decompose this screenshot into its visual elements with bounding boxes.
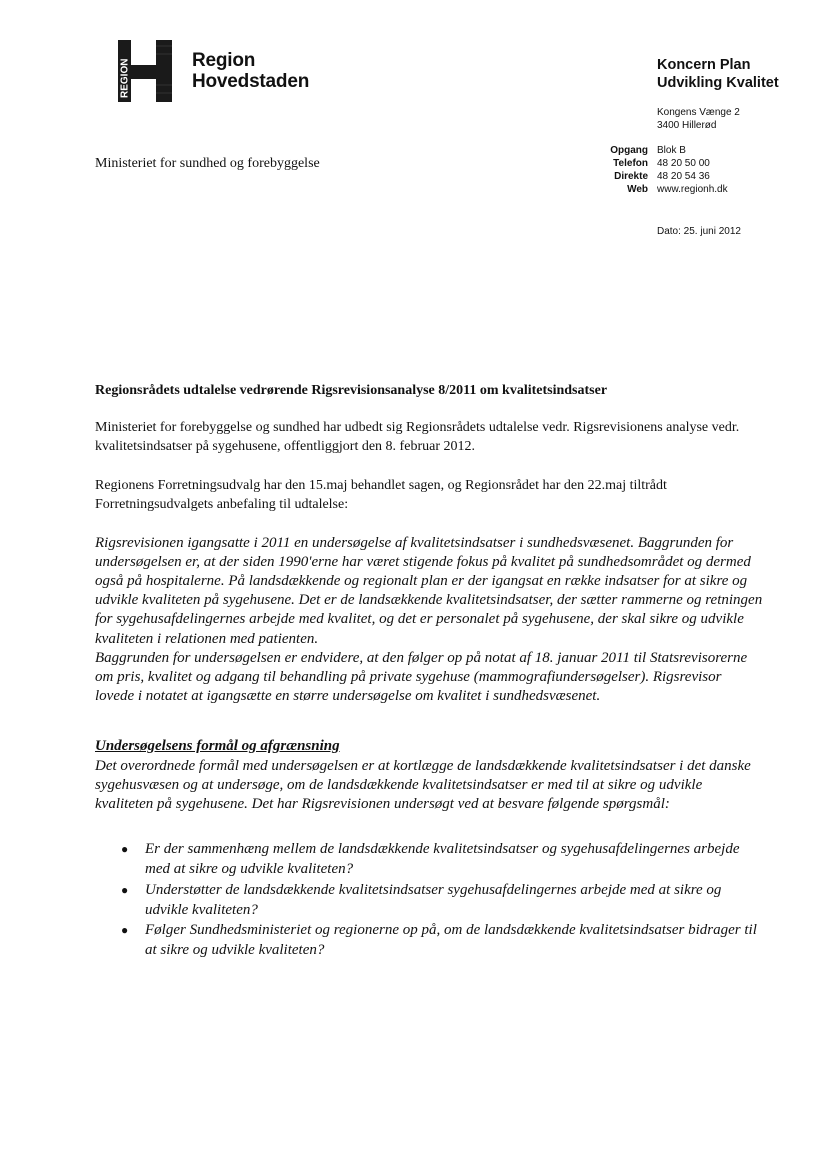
- contact-row-direkte: [548, 170, 728, 183]
- recipient: Ministeriet for sundhed og forebyggelse: [95, 156, 320, 171]
- contact-value: 48 20 50 00: [657, 158, 710, 169]
- contact-label: Opgang: [610, 145, 648, 156]
- section-text: Det overordnede formål med undersøgelsen er at kortlægge de landsdækkende kvalitetsindsatser i det danske sygehusvæsen og at undersøge, om de landsdækkende kvalitetsindsatser er med til at sikre og udvikle kvaliteten på sygehusene. Det har Rigsrevisionen undersøgt ved at besvare følgende spørgsmål:: [95, 757, 751, 812]
- sender-line-2: Udvikling Kvalitet: [657, 75, 779, 91]
- logo-line-2: Hovedstaden: [192, 71, 310, 92]
- list-item-text: Er der sammenhæng mellem de landsdækkende kvalitetsindsatser og sygehusafdelingernes arbejde med at sikre og udvikle kvaliteten?: [145, 841, 740, 877]
- sender-line-1: Koncern Plan: [657, 57, 751, 73]
- letter-date: Dato: 25. juni 2012: [657, 226, 741, 237]
- list-item-text: Følger Sundhedsministeriet og regionerne op på, om de landsdækkende kvalitetsindsatser bidrager til at sikre og udvikle kvaliteten?: [145, 922, 757, 959]
- address-city: 3400 Hillerød: [657, 120, 717, 131]
- address-street: Kongens Vænge 2: [657, 107, 740, 118]
- logo-line-1: Region: [192, 50, 256, 71]
- logo-mark-graphic: [116, 40, 174, 102]
- sender-department: [657, 56, 779, 92]
- list-item-text: Understøtter de landsdækkende kvalitetsindsatser sygehusafdelingernes arbejde med at sikre og udvikle kvaliteten?: [145, 881, 722, 918]
- question-list: [95, 840, 763, 961]
- logo-vertical-text: REGION: [119, 58, 131, 98]
- contact-row-telefon: [548, 157, 728, 170]
- quoted-statement: [95, 534, 763, 707]
- list-item: [95, 840, 763, 880]
- region-hovedstaden-logo: [116, 40, 309, 102]
- section-heading: Undersøgelsens formål og afgrænsning: [95, 738, 340, 755]
- contact-value: Blok B: [657, 145, 686, 156]
- bullet-icon: ●: [121, 882, 129, 897]
- body-paragraph: Ministeriet for forebyggelse og sundhed har udbedt sig Regionsrådets udtalelse vedr. Rigsrevisionens analyse vedr. kvalitetsindsatser på sygehusene, offentliggjort den 8. februar 2012.: [95, 419, 740, 454]
- contact-label: Telefon: [613, 158, 648, 169]
- body-paragraph: Regionens Forretningsudvalg har den 15.maj behandlet sagen, og Regionsrådet har den 22.maj tiltrådt Forretningsudvalgets anbefaling til udtalelse:: [95, 477, 667, 512]
- contact-info: [548, 144, 728, 196]
- contact-label: Web: [627, 184, 648, 195]
- sender-address: [657, 106, 740, 132]
- contact-row-opgang: [548, 144, 728, 157]
- contact-row-web: [548, 183, 728, 196]
- bullet-icon: ●: [121, 842, 129, 857]
- quote-paragraph-1: Rigsrevisionen igangsatte i 2011 en undersøgelse af kvalitetsindsatser i sundhedsvæsenet. Baggrunden for undersøgelsen er, at der siden 1990'erne har været stigende fokus på kvalitet på sundhedsområdet og dermed også på hospitalerne. På landsdækkende og regionalt plan er der igangsat en række indsatser for at sikre og udvikle kvaliteten på sygehusene. Det er de landsækkende kvalitetsindsatser, der sætter rammerne og retningen for sygehusafdelingernes arbejde med kvalitet, og det er personalet på sygehusene, der skal sikre og udvikle kvaliteten i relationen med patienten.: [95, 534, 763, 647]
- contact-value: 48 20 54 36: [657, 171, 710, 182]
- contact-value: www.regionh.dk: [657, 184, 728, 195]
- letter-body: [95, 381, 763, 962]
- quote-paragraph-2: Baggrunden for undersøgelsen er endvidere, at den følger op på notat af 18. januar 2011 til Statsrevisorerne om pris, kvalitet og adgang til behandling på private sygehuse (mammografiundersøgelser). Rigsrevisor lovede i notatet at igangsætte en større undersøgelse om kvalitet i sundhedsvæsenet.: [95, 649, 748, 705]
- logo-wordmark: [192, 50, 309, 92]
- list-item: [95, 921, 763, 961]
- letter-subject: Regionsrådets udtalelse vedrørende Rigsrevisionsanalyse 8/2011 om kvalitetsindsatser: [95, 383, 608, 398]
- contact-label: Direkte: [614, 171, 648, 182]
- region-h-logo-icon: [116, 40, 174, 102]
- bullet-icon: ●: [121, 923, 129, 938]
- purpose-section: [95, 737, 763, 961]
- list-item: [95, 881, 763, 921]
